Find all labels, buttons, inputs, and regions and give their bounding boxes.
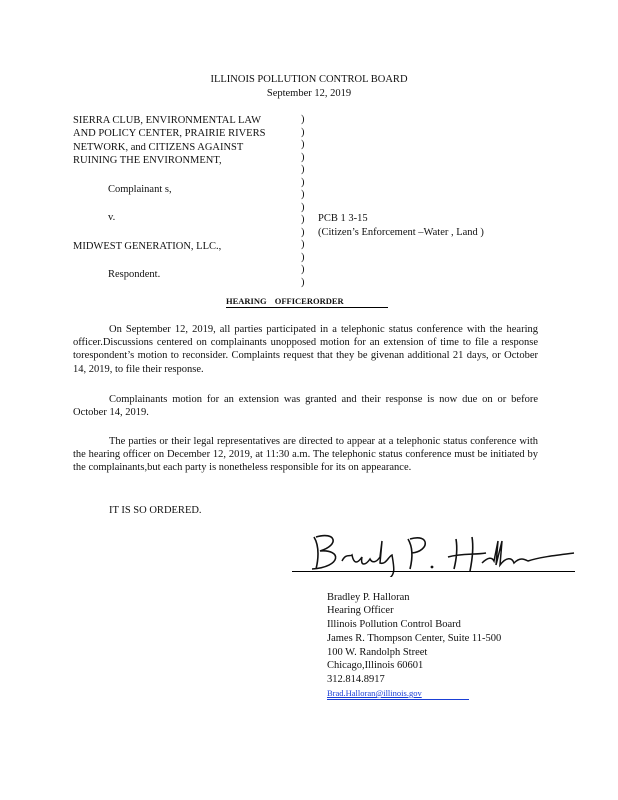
order-date: September 12, 2019	[266, 88, 352, 99]
signer-address-2: 100 W. Randolph Street	[327, 647, 428, 658]
signer-phone: 312.814.8917	[327, 674, 385, 685]
signer-address-1: James R. Thompson Center, Suite 11-500	[327, 633, 502, 644]
respondent-label: Respondent.	[108, 269, 161, 280]
email-underline	[327, 699, 469, 700]
complainant-line-4: RUINING THE ENVIRONMENT,	[73, 155, 222, 166]
caption-parentheses: ) ) ) ) ) ) ) ) ) ) ) ) ) )	[301, 114, 305, 288]
paragraph-2: Complainants motion for an extension was granted and their response is now due on or before October 14, 2019.	[73, 394, 538, 419]
versus: v.	[108, 212, 116, 223]
respondent-name: MIDWEST GENERATION, LLC.,	[73, 241, 222, 252]
order-title: HEARING OFFICERORDER	[226, 296, 388, 308]
complainant-line-1: SIERRA CLUB, ENVIRONMENTAL LAW	[73, 115, 262, 126]
signer-title: Hearing Officer	[327, 605, 394, 616]
complainant-line-3: NETWORK, and CITIZENS AGAINST	[73, 142, 244, 153]
complainant-line-2: AND POLICY CENTER, PRAIRIE RIVERS	[73, 128, 266, 139]
handwritten-signature	[296, 527, 576, 577]
signer-email-link[interactable]: Brad.Halloran@illinois.gov	[327, 688, 422, 698]
paragraph-1: On September 12, 2019, all parties participated in a telephonic status conference with the hearing officer.Discussions centered on complainants unopposed motion for an extension of time to file a response torespondent’s motion to reconsider. Complaints request that they be givenan additional 21 days, or October 14, 2019, to file their response.	[73, 324, 538, 375]
complainants-label: Complainant s,	[108, 184, 172, 195]
paragraph-3: The parties or their legal representatives are directed to appear at a telephonic status conference with the hearing officer on December 12, 2019, at 11:30 a.m. The telephonic status conference must be initiated by the complainants,but each party is nonetheless responsible for its on appearance.	[73, 436, 538, 474]
so-ordered: IT IS SO ORDERED.	[109, 505, 202, 516]
signature-line	[292, 571, 575, 572]
signer-name: Bradley P. Halloran	[327, 592, 410, 603]
signer-agency: Illinois Pollution Control Board	[327, 619, 461, 630]
case-type: (Citizen’s Enforcement –Water , Land )	[318, 227, 484, 238]
case-number: PCB 1 3-15	[318, 213, 368, 224]
signer-city: Chicago,Illinois 60601	[327, 660, 424, 671]
board-name: ILLINOIS POLLUTION CONTROL BOARD	[210, 74, 408, 85]
